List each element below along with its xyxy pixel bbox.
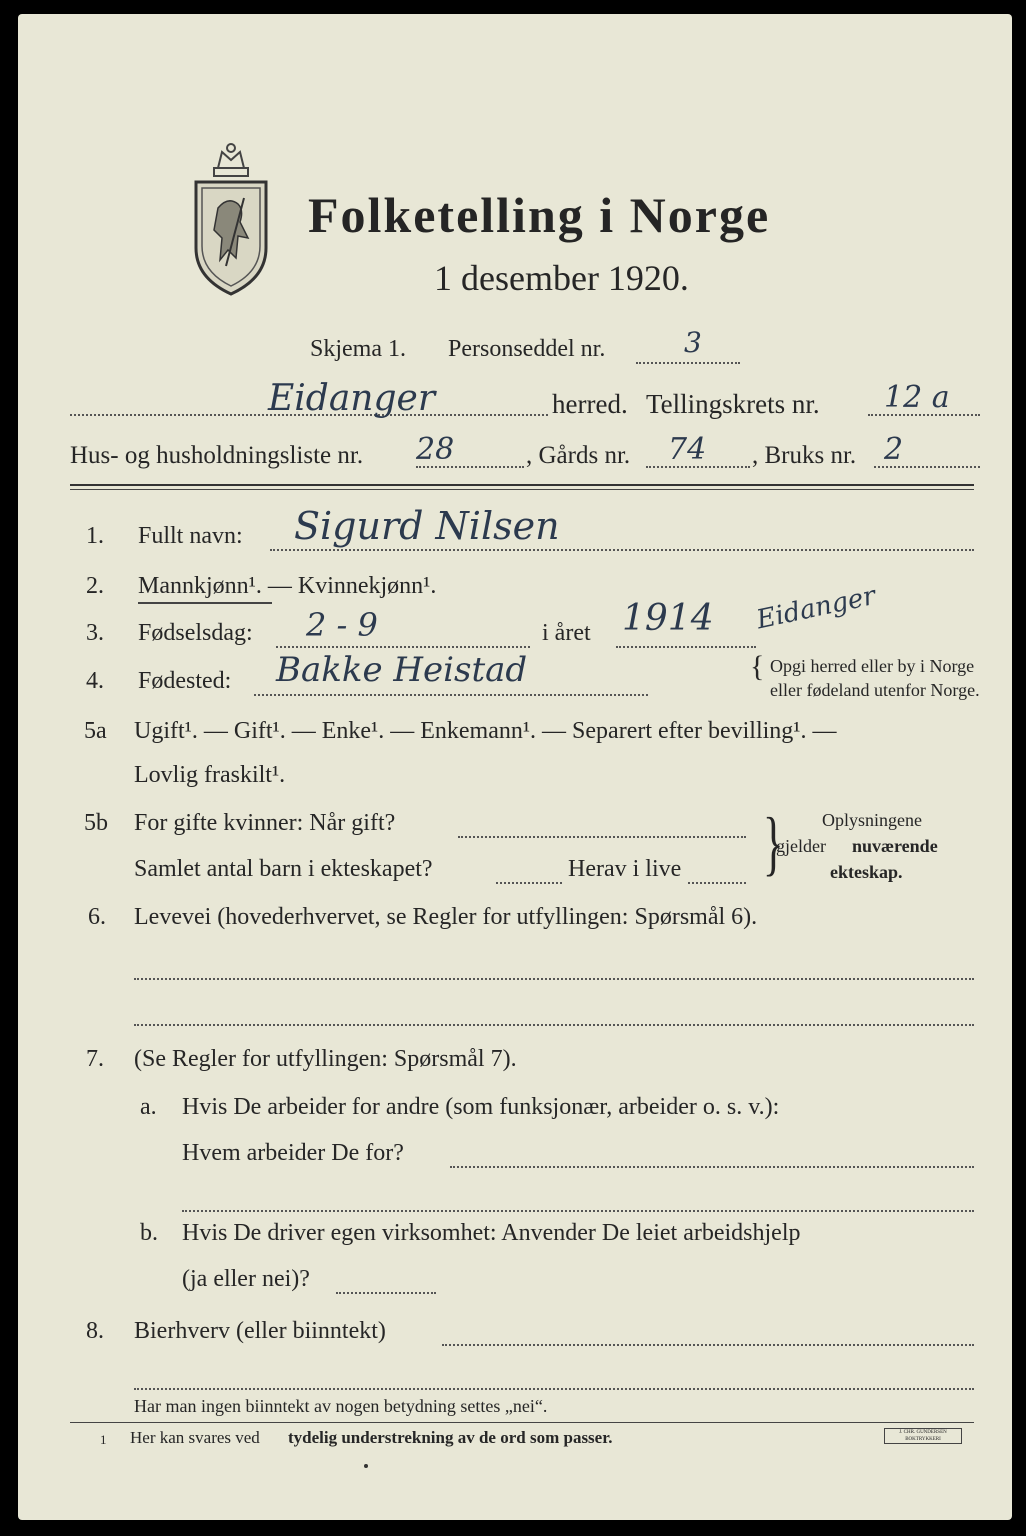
q7-number: 7. [86,1046,104,1072]
q7-label: (Se Regler for utfyllingen: Spørsmål 7). [134,1046,517,1072]
gards-value: 74 [668,432,707,467]
q5b-line-2b: Herav i live [568,856,682,882]
q6-line-2 [134,1024,974,1026]
q7a-extra-line [182,1210,974,1212]
gards-label: , Gårds nr. [526,442,631,469]
herred-label: herred. [552,389,628,419]
q5b-number: 5b [84,810,108,836]
printer-stamp: J. CHR. GUNDERSEN BOKTRYKKERI [884,1428,962,1444]
q5b-line-1: For gifte kvinner: Når gift? [134,810,396,836]
q8-extra-line [134,1388,974,1390]
q3-value: 2 - 9 [306,606,378,644]
q3-label: Fødselsdag: [138,620,253,646]
census-date: 1 desember 1920. [434,258,689,298]
q7a-line-1: Hvis De arbeider for andre (som funksjonær, arbeider o. s. v.): [182,1094,780,1120]
q3-year-line [616,646,756,648]
q5b-children-line [496,882,562,884]
footer-divider [70,1422,974,1423]
q4-hint-2: eller fødeland utenfor Norge. [770,680,980,700]
q2-label: Mannkjønn¹. — Kvinnekjønn¹. [138,573,437,599]
q5a-line-2: Lovlig fraskilt¹. [134,762,286,788]
q7a-employer-line [450,1166,974,1168]
personseddel-label: Personseddel nr. [448,336,606,362]
q6-number: 6. [88,904,106,930]
personseddel-line [636,362,740,364]
header-divider-bottom [70,489,974,490]
q5a-number: 5a [84,718,107,744]
q5b-brace: } [762,803,784,883]
q2-underline [138,602,272,604]
q5a-line-1: Ugift¹. — Gift¹. — Enke¹. — Enkemann¹. — Separert efter bevilling¹. — [134,718,837,744]
q4-hint-1: Opgi herred eller by i Norge [770,656,975,676]
q3-year-label: i året [542,620,591,646]
q4-label: Fødested: [138,668,232,694]
q3-number: 3. [86,620,104,646]
q8-line [442,1344,974,1346]
footer-note: Har man ingen biinntekt av nogen betydning settes „nei“. [134,1396,548,1416]
krets-value: 12 a [884,380,950,415]
census-form [18,14,1012,1520]
q3-year-value: 1914 [622,598,714,639]
q3-note: Eidanger [754,580,879,636]
q8-number: 8. [86,1318,104,1344]
q7b-answer-line [336,1292,436,1294]
q4-line [254,694,648,696]
q5b-note-3: ekteskap. [830,862,903,882]
q7a-number: a. [140,1094,157,1120]
personseddel-value: 3 [684,326,702,359]
q5b-married-line [458,836,746,838]
q6-label: Levevei (hovederhvervet, se Regler for utfyllingen: Spørsmål 6). [134,904,758,930]
dot-mark [364,1464,368,1468]
liste-label: Hus- og husholdningsliste nr. [70,442,364,469]
q3-day-line [276,646,530,648]
herred-value: Eidanger [268,378,436,419]
footnote-text-b: tydelig understrekning av de ord som passer. [288,1428,613,1447]
q5b-alive-line [688,882,746,884]
liste-value: 28 [416,432,455,467]
q5b-note-2b: nuværende [852,836,938,856]
q1-number: 1. [86,523,104,549]
footnote-number: 1 [100,1432,107,1447]
header-divider-top [70,484,974,486]
q1-label: Fullt navn: [138,523,243,549]
footnote-text-a: Her kan svares ved [130,1428,260,1447]
q7b-number: b. [140,1220,158,1246]
q1-value: Sigurd Nilsen [294,504,560,548]
q2-number: 2. [86,573,104,599]
q4-number: 4. [86,668,104,694]
schema-label: Skjema 1. [310,336,406,362]
q6-line-1 [134,978,974,980]
form-title: Folketelling i Norge [308,187,771,243]
q7a-line-2: Hvem arbeider De for? [182,1140,404,1166]
q8-label: Bierhverv (eller biinntekt) [134,1318,386,1344]
q5b-note-2a: gjelder [776,836,826,856]
q4-value: Bakke Heistad [276,650,528,690]
coat-of-arms-icon [188,138,274,298]
q7b-line-2: (ja eller nei)? [182,1266,310,1292]
q4-brace: { [750,650,765,683]
q5b-note-1: Oplysningene [822,810,922,830]
bruks-label: , Bruks nr. [752,442,857,469]
bruks-value: 2 [884,432,904,467]
q5b-line-2a: Samlet antal barn i ekteskapet? [134,856,433,882]
q1-line [270,549,974,551]
krets-label: Tellingskrets nr. [646,389,820,419]
q7b-line-1: Hvis De driver egen virksomhet: Anvender De leiet arbeidshjelp [182,1220,801,1246]
